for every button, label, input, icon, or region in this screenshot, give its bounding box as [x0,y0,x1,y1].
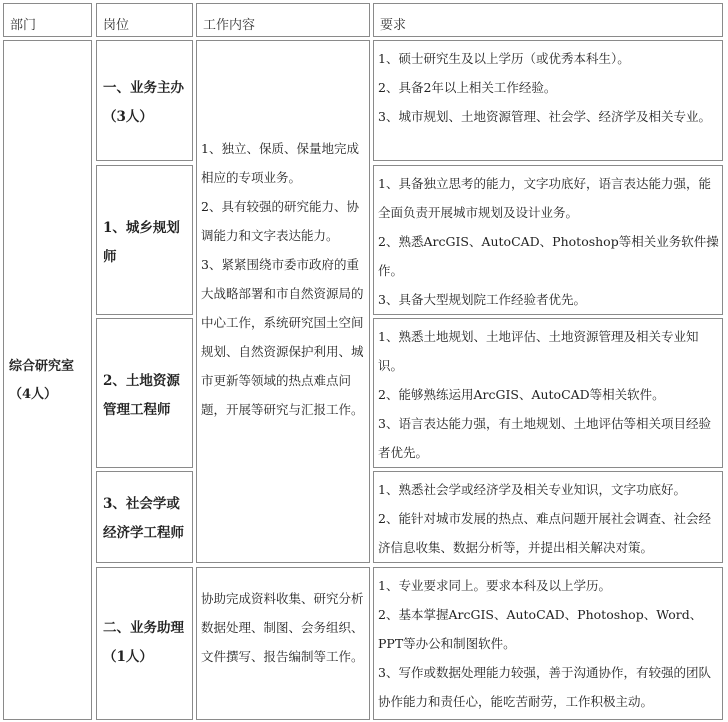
requirement-item: 3、写作或数据处理能力较强，善于沟通协作，有较强的团队协作能力和责任心，能吃苦耐劳，工作积极主动。 [378,665,711,709]
post-title: 3、社会学或 [103,496,180,512]
header-work: 工作内容 [196,3,370,37]
header-dept: 部门 [3,3,92,37]
requirements-business-lead [373,40,723,161]
work-item: 2、具有较强的研究能力、协调能力和文字表达能力。 [201,199,359,243]
post-cell-business-lead [96,40,193,161]
post-cell-business-assistant [96,567,193,720]
requirement-item: 1、硕士研究生及以上学历（或优秀本科生）。 [378,51,630,66]
requirement-item: 2、具备2年以上相关工作经验。 [378,80,557,95]
post-cell-urban-planner [96,165,193,315]
department-cell [3,40,92,720]
post-cell-socioeconomic-engineer [96,471,193,563]
work-item: 1、独立、保质、保量地完成相应的专项业务。 [201,141,359,185]
work-content-assistant [196,567,370,720]
header-post: 岗位 [96,3,193,37]
post-count: （3人） [103,109,153,125]
work-item: 协助完成资料收集、研究分析数据处理、制图、会务组织、文件撰写、报告编制等工作。 [201,591,364,664]
work-content-main [196,40,370,563]
post-title-cont: 经济学工程师 [103,525,184,541]
post-cell-land-engineer [96,318,193,468]
requirements-business-assistant [373,567,723,720]
requirement-item: 1、熟悉土地规划、土地评估、土地资源管理及相关专业知识。 [378,329,699,373]
requirement-item: 1、具备独立思考的能力，文字功底好，语言表达能力强，能全面负责开展城市规划及设计业务。 [378,176,711,220]
requirements-land-engineer [373,318,723,468]
requirements-socioeconomic-engineer [373,471,723,563]
requirement-item: 2、熟悉ArcGIS、AutoCAD、Photoshop等相关业务软件操作。 [378,234,719,278]
post-count: （1人） [103,649,153,665]
requirement-item: 3、语言表达能力强，有土地规划、土地评估等相关项目经验者优先。 [378,416,711,460]
requirements-urban-planner [373,165,723,315]
requirement-item: 2、基本掌握ArcGIS、AutoCAD、Photoshop、Word、PPT等办公和制图软件。 [378,607,703,651]
department-count: （4人） [9,387,58,402]
post-title: 一、业务主办 [103,80,184,96]
requirement-item: 3、城市规划、土地资源管理、社会学、经济学及相关专业。 [378,109,711,124]
post-title: 二、业务助理 [103,620,184,636]
post-title: 2、土地资源 [103,373,180,389]
requirement-item: 2、能够熟练运用ArcGIS、AutoCAD等相关软件。 [378,387,665,402]
requirement-item: 2、能针对城市发展的热点、难点问题开展社会调查、社会经济信息收集、数据分析等，并提出相关解决对策。 [378,511,711,555]
post-title-cont: 管理工程师 [103,402,171,418]
post-title: 1、城乡规划 [103,220,180,236]
department-name: 综合研究室 [9,359,75,374]
work-item: 3、紧紧围绕市委市政府的重大战略部署和市自然资源局的中心工作，系统研究国土空间规划、自然资源保护利用、城市更新等领域的热点难点问题，开展等研究与汇报工作。 [201,257,364,417]
header-req: 要求 [373,3,723,37]
requirement-item: 1、专业要求同上。要求本科及以上学历。 [378,578,611,593]
post-title-cont: 师 [103,249,117,265]
requirement-item: 3、具备大型规划院工作经验者优先。 [378,292,586,307]
requirement-item: 1、熟悉社会学或经济学及相关专业知识，文字功底好。 [378,482,686,497]
